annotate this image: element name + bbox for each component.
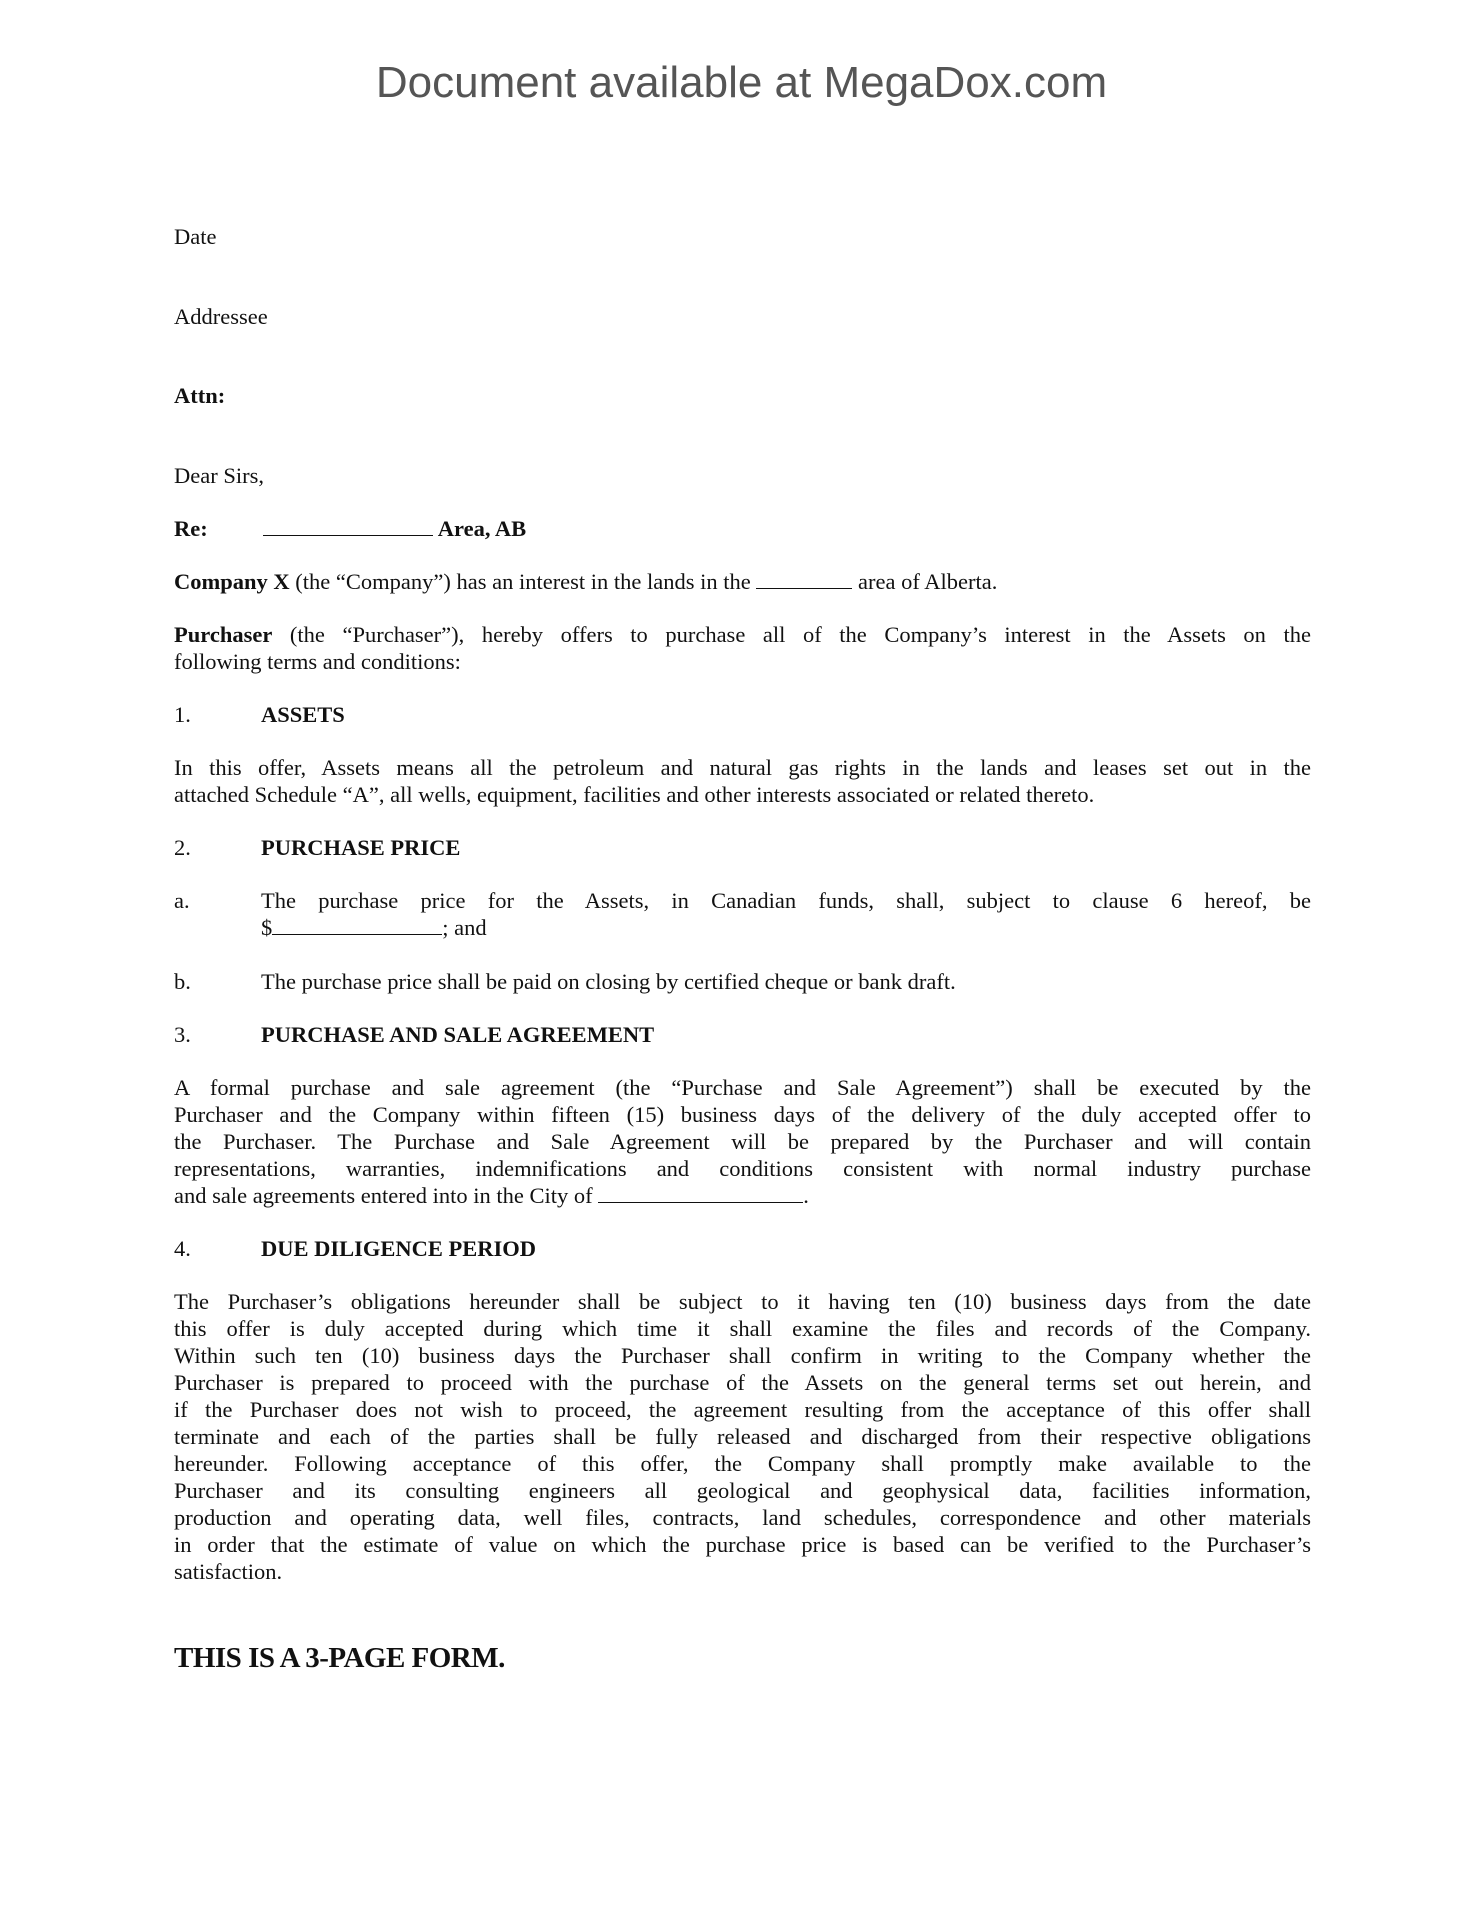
section-4-line-1: The Purchaser’s obligations hereunder shall be subject to it having ten (10) business days from the date: [174, 1289, 1311, 1314]
section-2-title: PURCHASE PRICE: [261, 835, 461, 860]
section-3-line-3: the Purchaser. The Purchase and Sale Agreement will be prepared by the Purchaser and will contain: [174, 1129, 1311, 1154]
section-4-title: DUE DILIGENCE PERIOD: [261, 1236, 537, 1261]
area-blank: [756, 568, 852, 589]
re-suffix: Area, AB: [437, 516, 527, 541]
clause-2b-label: b.: [174, 969, 191, 994]
clause-2a: [174, 887, 1311, 941]
date-line: Date: [174, 224, 217, 249]
section-4-line-4: Purchaser is prepared to proceed with the purchase of the Assets on the general terms set out herein, and: [174, 1370, 1311, 1395]
section-3-title: PURCHASE AND SALE AGREEMENT: [261, 1022, 655, 1047]
clause-2a-label: a.: [174, 888, 190, 913]
section-4-line-6: terminate and each of the parties shall be fully released and discharged from their respective obligations: [174, 1424, 1311, 1449]
section-3-line-2: Purchaser and the Company within fifteen (15) business days of the delivery of the duly accepted offer to: [174, 1102, 1311, 1127]
purchaser-name: Purchaser: [174, 622, 273, 647]
section-3-number: 3.: [174, 1022, 191, 1047]
watermark-banner: Document available at MegaDox.com: [375, 58, 1108, 107]
page-count-note: THIS IS A 3-PAGE FORM.: [174, 1642, 505, 1674]
company-text-2: area of Alberta.: [852, 569, 998, 594]
re-label: Re:: [174, 516, 208, 541]
clause-2a-line-1: The purchase price for the Assets, in Canadian funds, shall, subject to clause 6 hereof, be: [261, 888, 1311, 913]
re-blank: [263, 515, 433, 536]
section-2-number: 2.: [174, 835, 191, 860]
section-4-line-2: this offer is duly accepted during which time it shall examine the files and records of the Company.: [174, 1316, 1311, 1341]
section-1-number: 1.: [174, 702, 191, 727]
re-line: [174, 515, 526, 542]
section-4-line-5: if the Purchaser does not wish to proceed, the agreement resulting from the acceptance of this offer shall: [174, 1397, 1311, 1422]
clause-2b-text: The purchase price shall be paid on closing by certified cheque or bank draft.: [261, 969, 956, 994]
section-3-line-5: and sale agreements entered into in the City of .: [174, 1183, 809, 1208]
section-4-number: 4.: [174, 1236, 191, 1261]
city-blank: [598, 1182, 803, 1203]
clause-2a-line-2: $ ; and: [261, 915, 487, 940]
section-4-line-10: in order that the estimate of value on which the purchase price is based can be verified to the Purchaser’s: [174, 1532, 1311, 1557]
purchaser-paragraph-line-2: following terms and conditions:: [174, 649, 461, 674]
section-3-line-4: representations, warranties, indemnifications and conditions consistent with normal industry purchase: [174, 1156, 1311, 1181]
section-1-line-1: In this offer, Assets means all the petroleum and natural gas rights in the lands and leases set out in the: [174, 755, 1311, 780]
company-paragraph: [174, 568, 997, 595]
salutation: Dear Sirs,: [174, 463, 264, 488]
section-4-line-9: production and operating data, well files, contracts, land schedules, correspondence and other materials: [174, 1505, 1311, 1530]
section-4-line-3: Within such ten (10) business days the Purchaser shall confirm in writing to the Company whether the: [174, 1343, 1311, 1368]
section-4-line-8: Purchaser and its consulting engineers all geological and geophysical data, facilities information,: [174, 1478, 1311, 1503]
section-1-line-2: attached Schedule “A”, all wells, equipment, facilities and other interests associated or related thereto.: [174, 782, 1095, 807]
section-4-line-7: hereunder. Following acceptance of this offer, the Company shall promptly make available to the: [174, 1451, 1311, 1476]
company-text-1: (the “Company”) has an interest in the lands in the: [289, 569, 757, 594]
purchaser-paragraph-line-1: Purchaser (the “Purchaser”), hereby offers to purchase all of the Company’s interest in the Assets on the: [174, 622, 1311, 647]
attn-line: Attn:: [174, 383, 226, 408]
section-1-title: ASSETS: [261, 702, 345, 727]
section-4-line-11: satisfaction.: [174, 1559, 283, 1584]
addressee-line: Addressee: [174, 304, 268, 329]
price-blank: [272, 914, 442, 935]
section-3-line-1: A formal purchase and sale agreement (the “Purchase and Sale Agreement”) shall be executed by the: [174, 1075, 1311, 1100]
company-name: Company X: [174, 569, 290, 594]
clause-2b: [174, 968, 1311, 995]
